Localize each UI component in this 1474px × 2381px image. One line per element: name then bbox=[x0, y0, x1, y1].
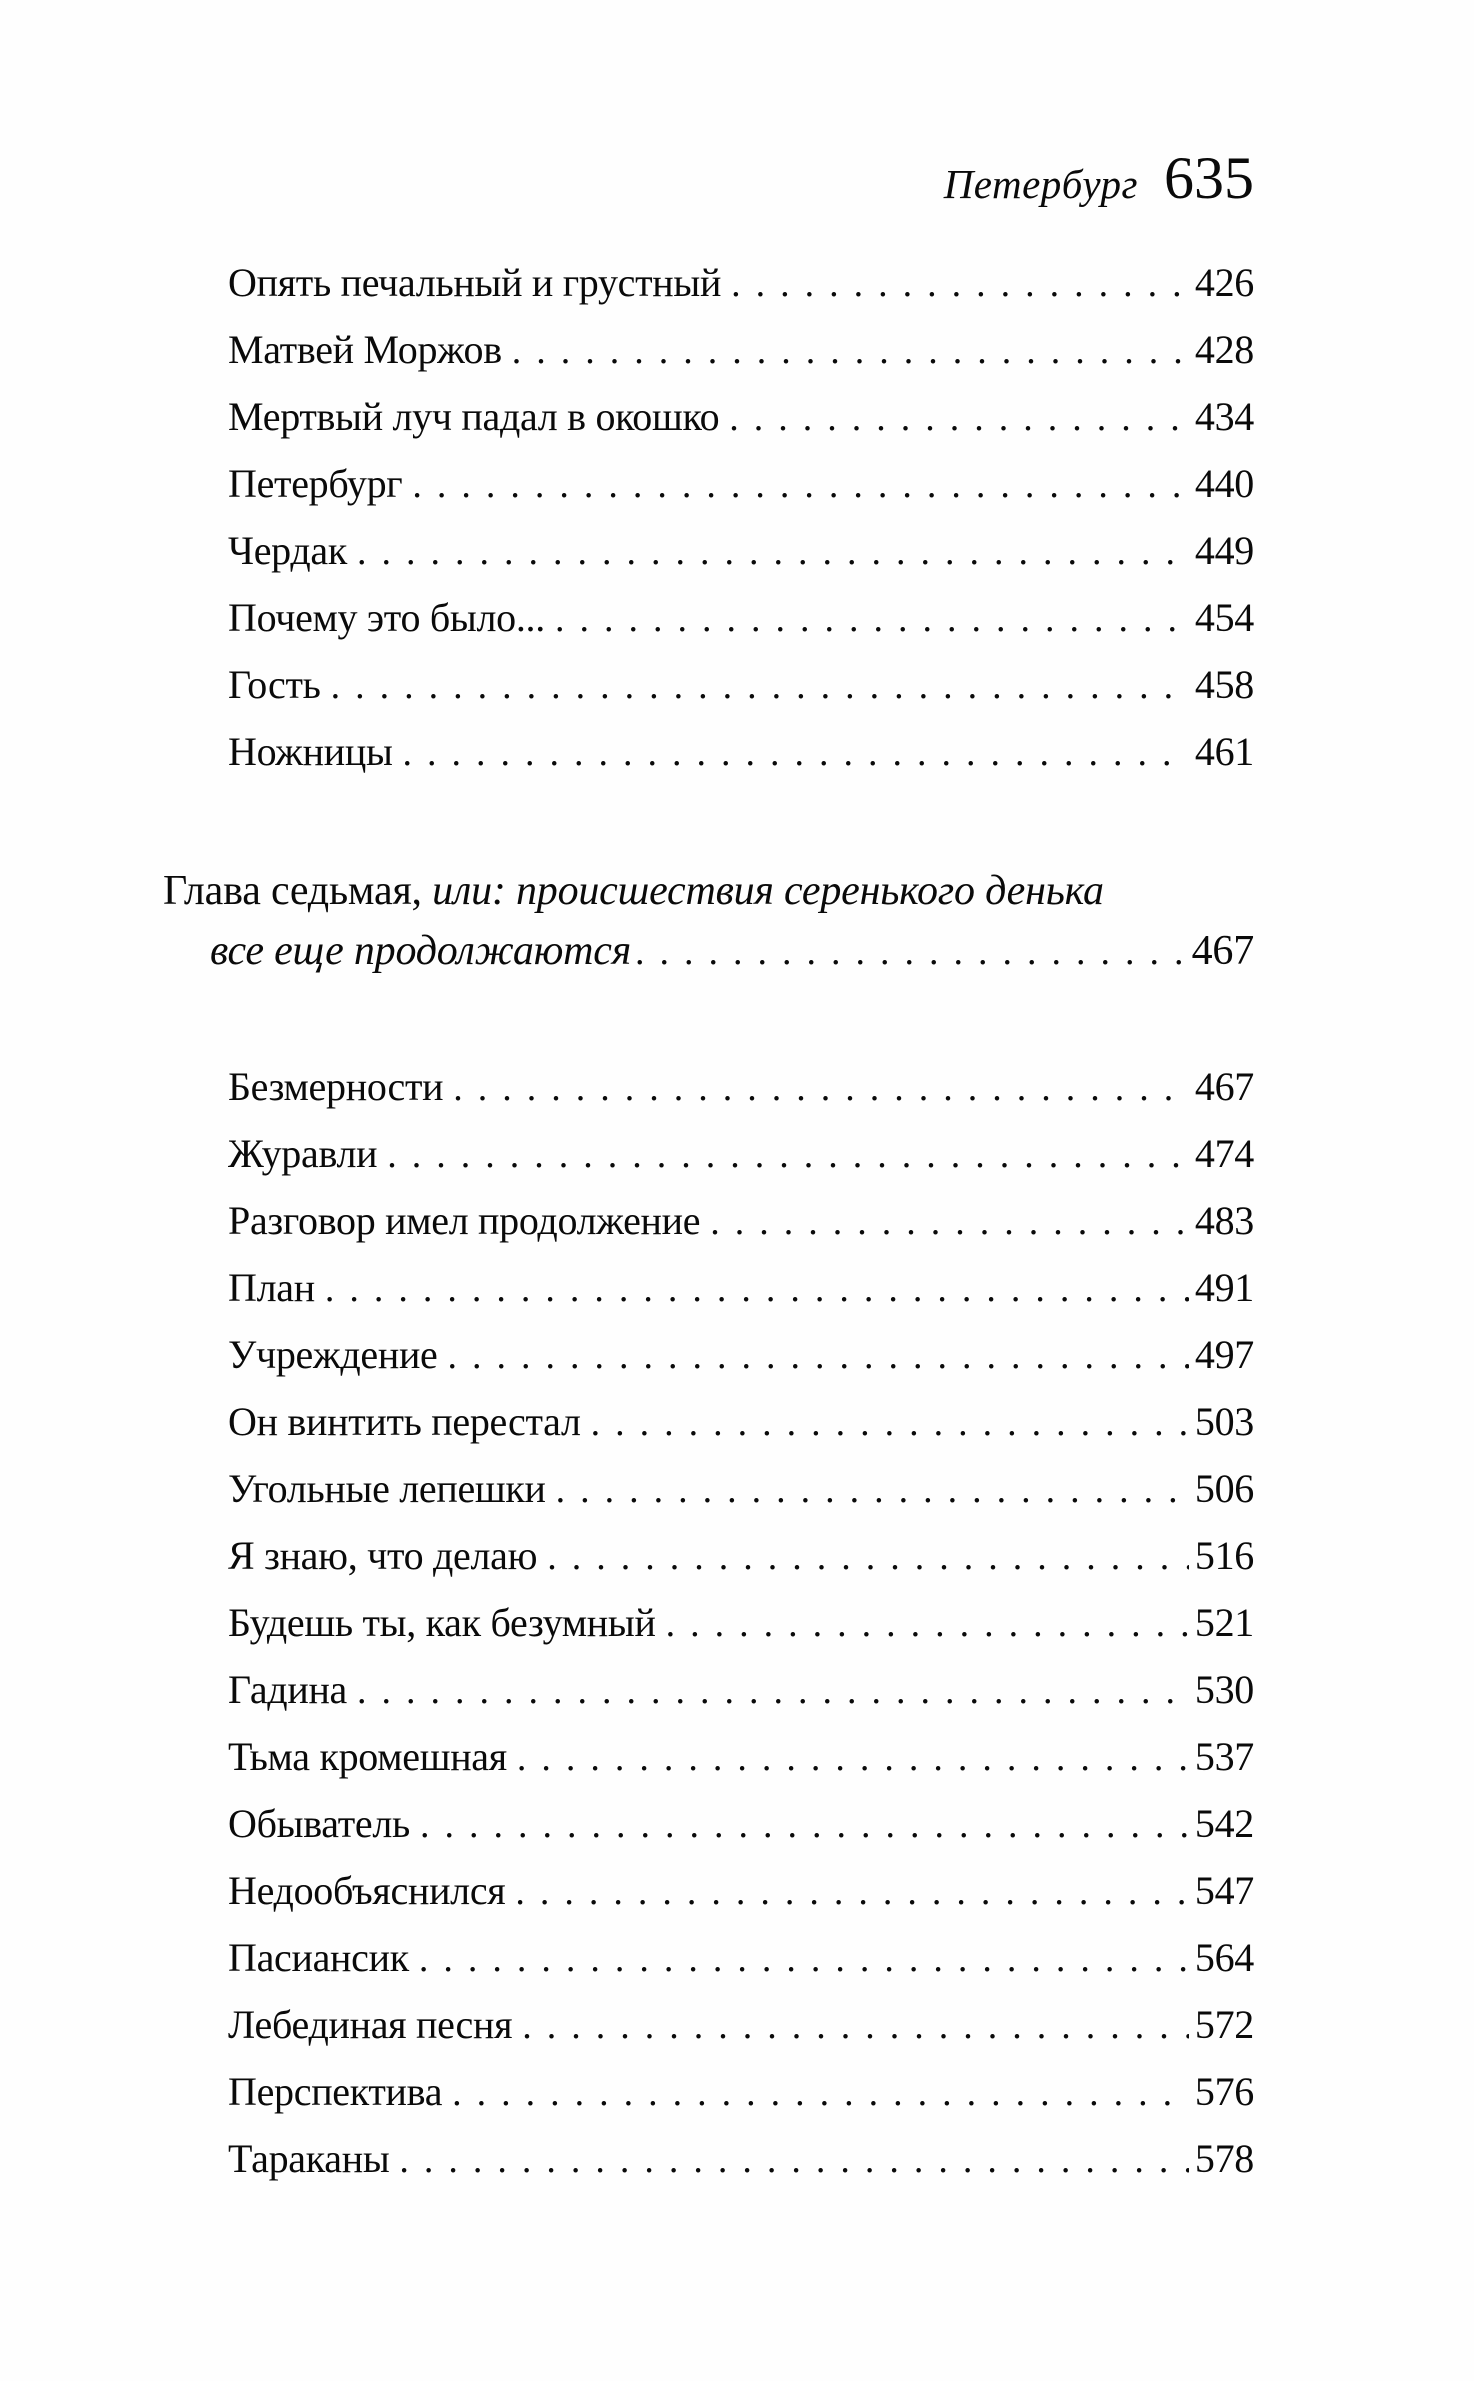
toc-entry bbox=[228, 1389, 1254, 1456]
entry-page-number: 506 bbox=[1194, 1466, 1254, 1511]
dot-leader bbox=[522, 1992, 1189, 2059]
toc-entry bbox=[228, 1121, 1254, 1188]
entry-title: Чердак bbox=[228, 528, 347, 573]
running-head-page-number: 635 bbox=[1164, 145, 1254, 211]
entry-title: Ножницы bbox=[228, 729, 393, 774]
dot-leader bbox=[448, 1322, 1189, 1389]
entry-title: План bbox=[228, 1265, 315, 1310]
entry-page-number: 426 bbox=[1194, 260, 1254, 305]
dot-leader bbox=[731, 250, 1189, 317]
entry-title: Мертвый луч падал в окошко bbox=[228, 394, 720, 439]
entry-page-number: 516 bbox=[1194, 1533, 1254, 1578]
dot-leader bbox=[399, 2126, 1188, 2193]
entry-title: Учреждение bbox=[228, 1332, 438, 1377]
toc-entry bbox=[228, 1590, 1254, 1657]
toc-entry bbox=[228, 2059, 1254, 2126]
entry-page-number: 542 bbox=[1194, 1801, 1254, 1846]
chapter-heading bbox=[163, 861, 1254, 982]
entry-page-number: 530 bbox=[1194, 1667, 1254, 1712]
toc-entry bbox=[228, 1657, 1254, 1724]
entry-title: Будешь ты, как безумный bbox=[228, 1600, 656, 1645]
entry-title: Угольные лепешки bbox=[228, 1466, 546, 1511]
dot-leader bbox=[412, 451, 1188, 518]
toc-entry bbox=[228, 1322, 1254, 1389]
toc-entry bbox=[228, 719, 1254, 786]
entry-page-number: 576 bbox=[1194, 2069, 1254, 2114]
dot-leader bbox=[555, 585, 1189, 652]
toc-entry bbox=[228, 451, 1254, 518]
chapter-heading-line-2 bbox=[210, 921, 1254, 982]
dot-leader bbox=[515, 1858, 1189, 1925]
dot-leader bbox=[729, 384, 1189, 451]
toc-entry bbox=[228, 250, 1254, 317]
dot-leader bbox=[357, 1657, 1189, 1724]
running-head-book-title: Петербург bbox=[943, 161, 1138, 207]
entry-page-number: 503 bbox=[1194, 1399, 1254, 1444]
toc-entry bbox=[228, 1456, 1254, 1523]
dot-leader bbox=[635, 921, 1192, 982]
dot-leader bbox=[453, 1054, 1189, 1121]
dot-leader bbox=[591, 1389, 1189, 1456]
entry-page-number: 578 bbox=[1194, 2136, 1254, 2181]
toc-entry bbox=[228, 585, 1254, 652]
entry-title: Тараканы bbox=[228, 2136, 390, 2181]
entry-page-number: 454 bbox=[1194, 595, 1254, 640]
entry-page-number: 458 bbox=[1194, 662, 1254, 707]
entry-page-number: 572 bbox=[1194, 2002, 1254, 2047]
entry-title: Он винтить перестал bbox=[228, 1399, 581, 1444]
toc-entry bbox=[228, 1724, 1254, 1791]
dot-leader bbox=[403, 719, 1189, 786]
dot-leader bbox=[387, 1121, 1189, 1188]
entry-page-number: 467 bbox=[1194, 1064, 1254, 1109]
entry-page-number: 547 bbox=[1194, 1868, 1254, 1913]
toc-block-1 bbox=[228, 250, 1254, 786]
toc-entry bbox=[228, 317, 1254, 384]
entry-page-number: 434 bbox=[1194, 394, 1254, 439]
dot-leader bbox=[420, 1791, 1189, 1858]
entry-title: Гадина bbox=[228, 1667, 348, 1712]
entry-title: Лебединая песня bbox=[228, 2002, 513, 2047]
dot-leader bbox=[547, 1523, 1189, 1590]
entry-title: Перспектива bbox=[228, 2069, 443, 2114]
toc-entry bbox=[228, 2126, 1254, 2193]
toc-entry bbox=[228, 1992, 1254, 2059]
dot-leader bbox=[325, 1255, 1189, 1322]
toc-entry bbox=[228, 518, 1254, 585]
entry-page-number: 564 bbox=[1194, 1935, 1254, 1980]
entry-page-number: 449 bbox=[1194, 528, 1254, 573]
entry-title: Тьма кромешная bbox=[228, 1734, 507, 1779]
entry-title: Матвей Моржов bbox=[228, 327, 502, 372]
toc-entry bbox=[228, 384, 1254, 451]
toc-entry bbox=[228, 1925, 1254, 1992]
entry-title: Я знаю, что делаю bbox=[228, 1533, 538, 1578]
entry-page-number: 537 bbox=[1194, 1734, 1254, 1779]
entry-page-number: 440 bbox=[1194, 461, 1254, 506]
entry-page-number: 497 bbox=[1194, 1332, 1254, 1377]
toc-entry bbox=[228, 652, 1254, 719]
dot-leader bbox=[666, 1590, 1189, 1657]
dot-leader bbox=[331, 652, 1189, 719]
entry-title: Недообъяснился bbox=[228, 1868, 506, 1913]
toc-block-2 bbox=[228, 1054, 1254, 2193]
dot-leader bbox=[419, 1925, 1189, 1992]
entry-page-number: 483 bbox=[1194, 1198, 1254, 1243]
entry-title: Разговор имел продолжение bbox=[228, 1198, 701, 1243]
toc-entry bbox=[228, 1523, 1254, 1590]
entry-page-number: 461 bbox=[1194, 729, 1254, 774]
entry-title: Безмерности bbox=[228, 1064, 444, 1109]
chapter-subtitle: все еще продолжаются bbox=[210, 928, 632, 974]
entry-title: Опять печальный и грустный bbox=[228, 260, 722, 305]
entry-title: Петербург bbox=[228, 461, 403, 506]
toc-entry bbox=[228, 1255, 1254, 1322]
entry-title: Почему это было... bbox=[228, 595, 545, 640]
entry-page-number: 491 bbox=[1194, 1265, 1254, 1310]
entry-title: Пасиансик bbox=[228, 1935, 409, 1980]
chapter-name-roman: Глава седьмая, bbox=[163, 868, 433, 914]
dot-leader bbox=[452, 2059, 1189, 2126]
dot-leader bbox=[556, 1456, 1189, 1523]
entry-title: Гость bbox=[228, 662, 321, 707]
toc-entry bbox=[228, 1858, 1254, 1925]
entry-page-number: 428 bbox=[1194, 327, 1254, 372]
toc-entry bbox=[228, 1791, 1254, 1858]
dot-leader bbox=[517, 1724, 1189, 1791]
dot-leader bbox=[357, 518, 1189, 585]
chapter-name-italic: или: происшествия серенького денька bbox=[432, 868, 1104, 914]
entry-page-number: 521 bbox=[1194, 1600, 1254, 1645]
dot-leader bbox=[710, 1188, 1189, 1255]
chapter-page-number: 467 bbox=[1191, 928, 1254, 974]
toc-entry bbox=[228, 1188, 1254, 1255]
toc-entry bbox=[228, 1054, 1254, 1121]
entry-page-number: 474 bbox=[1194, 1131, 1254, 1176]
entry-title: Журавли bbox=[228, 1131, 378, 1176]
entry-title: Обыватель bbox=[228, 1801, 410, 1846]
chapter-heading-line-1 bbox=[163, 861, 1254, 921]
running-head bbox=[228, 145, 1254, 211]
dot-leader bbox=[512, 317, 1189, 384]
